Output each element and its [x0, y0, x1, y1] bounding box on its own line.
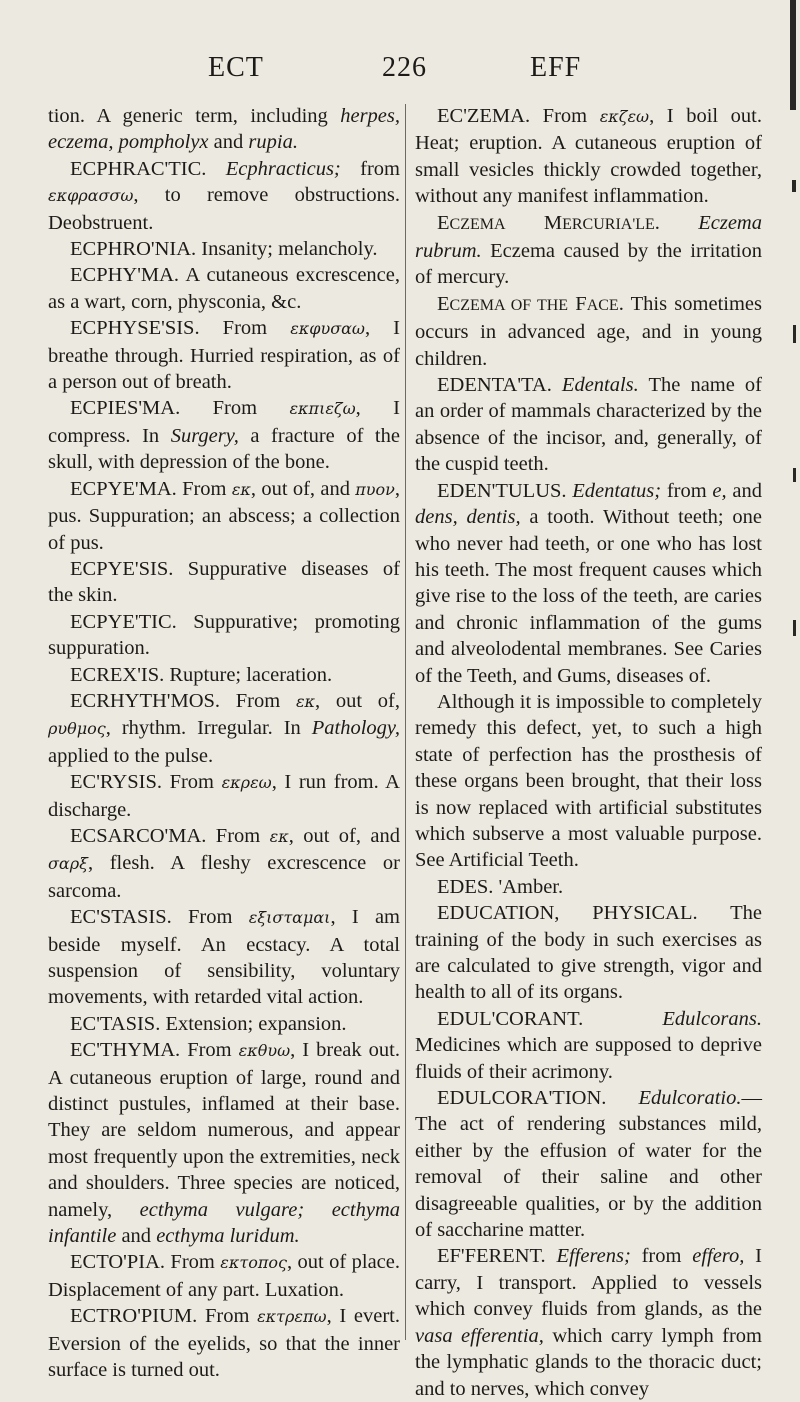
page-number: 226: [382, 52, 427, 83]
entry-cont-herpes: tion. A generic term, including herpes, eczema, pompholyx and rupia.: [48, 105, 400, 154]
entry-ecpiesma: ECPIES'MA. From εκπιεζω, I compress. In Surgery, a fracture of the skull, with depression of the bone.: [48, 397, 401, 474]
entry-edentulus-2: Although it is impossible to completely remedy this defect, yet, to such a high state of perfection has the prosthesis of these organs been brought, that their loss is now replaced with artificial substitutes which subserve a most valuable purpose. See Artificial Teeth.: [415, 690, 762, 872]
entry-edes: EDES. 'Amber.: [437, 875, 564, 898]
entry-eczema-mercuriale: ECZEMA MERCURIA'LE. Eczema rubrum. Eczema caused by the irritation of mercury.: [415, 211, 762, 289]
page-edge-mark: [792, 180, 796, 192]
entry-eczema: EC'ZEMA. From εκζεω, I boil out. Heat; eruption. A cutaneous eruption of small vesicles thickly crowded together, without any manifest inflammation.: [415, 105, 762, 208]
entry-ectopia: ECTO'PIA. From εκτοπος, out of place. Displacement of any part. Luxation.: [48, 1251, 400, 1301]
entry-ecrhythmos: ECRHYTH'MOS. From εκ, out of, ρυθμος, rhythm. Irregular. In Pathology, applied to the pulse.: [48, 689, 400, 767]
entry-ecpyetic: ECPYE'TIC. Suppurative; promoting suppuration.: [48, 610, 400, 660]
entry-ectasis: EC'TASIS. Extension; expansion.: [70, 1012, 347, 1035]
page-edge-mark: [793, 620, 796, 636]
left-column: [48, 103, 400, 1384]
entry-edulcoration: EDULCORA'TION. Edulcoratio.— The act of rendering substances mild, either by the effusion of water for the removal of their saline and other disagreeable qualities, or by the addition of saccharine matter.: [415, 1087, 762, 1242]
entry-ectropium: ECTRO'PIUM. From εκτρεπω, I evert. Eversion of the eyelids, so that the inner surface is turned out.: [48, 1305, 401, 1382]
entry-ecthyma: EC'THYMA. From εκθυω, I break out. A cutaneous eruption of large, round and distinct pustules, inflamed at their base. They are seldom numerous, and appear most frequently upon the extremities, neck and shoulders. Three species are noticed, namely, ecthyma vulgare; ecthyma infantile and ecthyma luridum.: [48, 1039, 401, 1248]
entry-ecphysesis: ECPHYSE'SIS. From εκφυσαω, I breathe through. Hurried respiration, as of a person out of breath.: [48, 317, 401, 394]
entry-ecrysis: EC'RYSIS. From εκρεω, I run from. A discharge.: [48, 771, 400, 821]
header-left-guideword: ECT: [208, 52, 264, 83]
column-divider: [405, 104, 406, 1340]
entry-edentulus: EDEN'TULUS. Edentatus; from e, and dens, dentis, a tooth. Without teeth; one who never had teeth, or one who has lost his teeth. The most frequent causes which give rise to the loss of the teeth, are caries and chronic inflammation of the gums and alveolodental membranes. See Caries of the Teeth, and Gums, diseases of.: [415, 479, 763, 687]
entry-edulcorant: EDUL'CORANT. Edulcorans. Medicines which are supposed to deprive fluids of their acrimony.: [415, 1007, 762, 1083]
entry-ecphractic: ECPHRAC'TIC. Ecphracticus; from εκφρασσω, to remove obstructions. Deobstruent.: [48, 157, 400, 234]
entry-edentata: EDENTA'TA. Edentals. The name of an order of mammals characterized by the absence of the incisor, and, generally, of the cuspid teeth.: [415, 374, 762, 476]
page-edge-mark: [793, 325, 796, 343]
entry-ecpyesis: ECPYE'SIS. Suppurative diseases of the skin.: [48, 557, 400, 607]
entry-ecpyema: ECPYE'MA. From εκ, out of, and πυον, pus. Suppuration; an abscess; a collection of pus.: [48, 477, 401, 554]
page-edge-shadow: [790, 0, 796, 110]
entry-efferent: EF'FERENT. Efferens; from effero, I carry, I transport. Applied to vessels which convey fluids from glands, as the vasa efferentia, which carry lymph from the lymphatic glands to the thoracic duct; and to nerves, which convey: [415, 1245, 762, 1400]
entry-education-physical: EDUCATION, PHYSICAL. The training of the body in such exercises as are calculated to give strength, vigor and health to all of its organs.: [415, 902, 762, 1004]
header-right-guideword: EFF: [530, 52, 582, 83]
right-column: [415, 103, 762, 1402]
page-edge-mark: [793, 468, 796, 482]
entry-ecstasis: EC'STASIS. From εξισταμαι, I am beside myself. An ecstacy. A total suspension of sensibility, voluntary movements, with retarded vital action.: [48, 906, 401, 1009]
entry-ecsarcoma: ECSARCO'MA. From εκ, out of, and σαρξ, flesh. A fleshy excrescence or sarcoma.: [48, 824, 401, 902]
running-header: [0, 52, 800, 86]
entry-eczema-face: ECZEMA OF THE FACE. This sometimes occurs in advanced age, and in young children.: [415, 292, 762, 370]
entry-ecphyma: ECPHY'MA. A cutaneous excrescence, as a wart, corn, physconia, &c.: [48, 264, 400, 313]
entry-ecrexis: ECREX'IS. Rupture; laceration.: [70, 663, 333, 686]
entry-ecphronia: ECPHRO'NIA. Insanity; melancholy.: [70, 238, 378, 261]
